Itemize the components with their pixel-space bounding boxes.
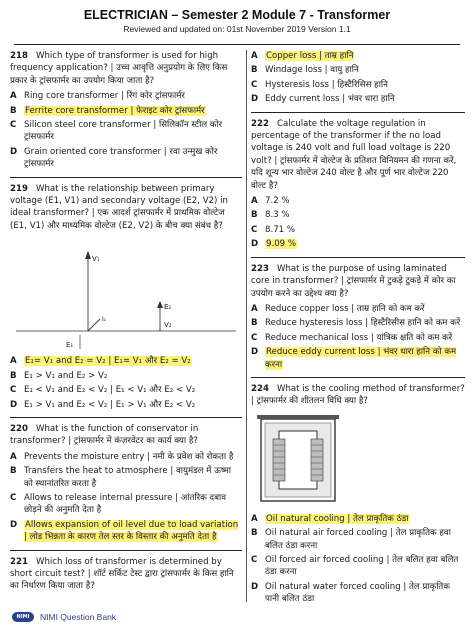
option-d[interactable]: D E₁ > V₁ and E₂ < V₂ | E₁ > V₁ और E₂ < V₂ bbox=[10, 399, 196, 410]
option-c[interactable]: C E₁ < V₁ and E₂ < V₂ | E₁ < V₁ और E₂ < V₂ bbox=[10, 385, 196, 396]
question-number: 218 bbox=[10, 51, 28, 61]
option-b[interactable]: B Ferrite core transformer | फेराइट कोर ट्रांसफार्मर bbox=[10, 105, 205, 116]
option-a[interactable]: A 7.2 % bbox=[251, 196, 290, 207]
option-c[interactable]: C Silicon steel core transformer | सिलिकॉन स्टील कोर ट्रांसफार्मर bbox=[10, 120, 223, 143]
question-text: What is the function of conservator in transformer? | ट्रांसफार्मर में कंज़रवेटर का कार्य क्या है? bbox=[10, 423, 199, 447]
question-221-options bbox=[251, 50, 465, 113]
option-b[interactable]: B Windage loss | वायु हानि bbox=[251, 65, 359, 76]
question-number: 224 bbox=[251, 383, 269, 394]
option-a[interactable]: A Oil natural cooling | तेल प्राकृतिक ठंडा bbox=[251, 513, 409, 524]
winding-left bbox=[273, 439, 285, 481]
i1-phasor bbox=[88, 319, 100, 331]
option-d[interactable]: D Eddy current loss | भंवर धारा हानि bbox=[251, 94, 395, 105]
option-c[interactable]: C Reduce mechanical loss | यांत्रिक क्षति को कम करें bbox=[251, 332, 453, 343]
e2-label: E₂ bbox=[164, 303, 172, 312]
page-title: ELECTRICIAN – Semester 2 Module 7 - Transformer bbox=[83, 8, 391, 22]
winding-right bbox=[311, 439, 323, 481]
question-number: 219 bbox=[10, 183, 28, 194]
right-column bbox=[251, 50, 465, 617]
answer-highlight: Reduce eddy current loss | भंवर धारा हानि को कम करना bbox=[265, 347, 457, 370]
question-223 bbox=[251, 263, 465, 378]
answer-highlight: 9.09 % bbox=[266, 239, 297, 250]
option-a[interactable]: A Reduce copper loss | ताम्र हानि को कम करें bbox=[251, 303, 425, 314]
option-d[interactable]: D Grain oriented core transformer | रवा उन्मुख कोर ट्रांसफार्मर bbox=[10, 146, 218, 170]
page-subtitle: Reviewed and updated on: 01st November 2019 Version 1.1 bbox=[123, 24, 351, 34]
question-text: Calculate the voltage regulation in percentage of the transformer if the no load voltage is 240 volt and full load voltage is 220 volt? | ट्रांसफार्मर में वोल्टेज के प्रतिशत विनियमन की गणना करें, यदि शून्य भार वोल्टेज 240 वोल्ट है और पूर्ण भार वोल्टेज 220 वोल्ट है? bbox=[251, 118, 457, 191]
question-number: 222 bbox=[251, 118, 269, 129]
v2-label: V₂ bbox=[164, 321, 172, 330]
i1-label: I₁ bbox=[102, 316, 107, 324]
option-d[interactable]: D Reduce eddy current loss | भंवर धारा हानि को कम करना bbox=[251, 347, 457, 370]
question-text: Which loss of transformer is determined by short circuit test? | शॉर्ट सर्किट टेस्ट द्वारा ट्रांसफार्मर के किस हानि का निर्धारण किया जाता है? bbox=[10, 556, 234, 592]
e2-arrowhead bbox=[157, 301, 163, 308]
option-d[interactable]: D Oil natural water forced cooling | तेल प्राकृतिक पानी बलित ठंडा bbox=[251, 581, 450, 605]
answer-highlight: Copper loss | ताम्र हानि bbox=[266, 51, 354, 61]
transformer-figure bbox=[251, 411, 465, 509]
option-a[interactable]: A Ring core transformer | रिंग कोर ट्रांसफार्मर bbox=[10, 91, 185, 102]
left-column bbox=[10, 50, 242, 605]
answer-highlight: Oil natural cooling | तेल प्राकृतिक ठंडा bbox=[266, 513, 409, 524]
question-number: 220 bbox=[10, 423, 28, 434]
nimi-logo-icon: NIMI bbox=[12, 612, 34, 622]
option-d[interactable]: D 9.09 % bbox=[251, 239, 297, 250]
answer-highlight: Ferrite core transformer | फेराइट कोर ट्रांसफार्मर bbox=[25, 105, 205, 116]
option-a[interactable]: A Prevents the moisture entry | नमी के प्रवेश को रोकता है bbox=[10, 451, 234, 462]
question-222 bbox=[251, 118, 465, 258]
phasor-diagram-svg bbox=[10, 235, 242, 351]
question-text: Which type of transformer is used for high frequency application? | उच्च आवृत्ति अनुप्रयोग के लिए किस प्रकार के ट्रांसफार्मर का उपयोग किया जाता है? bbox=[10, 51, 228, 86]
option-b[interactable]: B Transfers the heat to atmosphere | वायुमंडल में ऊष्मा को स्थानांतरित करता है bbox=[10, 466, 231, 489]
e1-label: E₁ bbox=[66, 341, 74, 350]
option-c[interactable]: C Oil forced air forced cooling | तेल बलित हवा बलित ठंडा करना bbox=[251, 554, 459, 578]
v1-arrowhead bbox=[85, 251, 91, 259]
question-224 bbox=[251, 383, 465, 612]
page-footer bbox=[12, 612, 116, 622]
header-rule bbox=[14, 44, 460, 45]
v1-label: V₁ bbox=[92, 255, 100, 264]
option-b[interactable]: B Oil natural air forced cooling | तेल प्राकृतिक हवा बलित ठंडा करना bbox=[251, 528, 451, 551]
question-text: What is the purpose of using laminated core in transformer? | ट्रांसफार्मर में टुकड़े टुकड़े में कोर का उपयोग करने का उद्देश्य क्या है? bbox=[251, 263, 456, 299]
question-number: 221 bbox=[10, 556, 28, 567]
option-c[interactable]: C Hysteresis loss | हिस्टैरिसिस हानि bbox=[251, 79, 388, 90]
question-221 bbox=[10, 556, 242, 600]
page-header bbox=[0, 8, 474, 34]
answer-highlight: E₁= V₁ and E₂ = V₂ | E₁= V₁ और E₂ = V₂ bbox=[25, 356, 191, 367]
question-text: What is the cooling method of transformer? | ट्रांसफार्मर की शीतलन विधि क्या है? bbox=[251, 383, 465, 407]
transformer-figure-svg bbox=[251, 411, 465, 509]
answer-highlight: Allows expansion of oil level due to load variation | लोड भिन्नता के कारण तेल स्तर के विस्तार की अनुमति देता है bbox=[24, 519, 239, 543]
question-text: What is the relationship between primary voltage (E1, V1) and secondary voltage (E2, V2) in ideal transformer? | एक आदर्श ट्रांसफार्मर में प्राथमिक वोल्टेज (E1, V1) और माध्यमिक वोल्टेज (E2, V2) के बीच क्या संबंध है? bbox=[10, 183, 228, 231]
question-number: 223 bbox=[251, 263, 269, 274]
footer-brand: NIMI Question Bank bbox=[40, 612, 117, 622]
tank-cover bbox=[257, 415, 339, 419]
option-a[interactable]: A Copper loss | ताम्र हानि bbox=[251, 51, 354, 61]
question-220 bbox=[10, 423, 242, 551]
option-b[interactable]: B Reduce hysteresis loss | हिस्टैरिसीस हानि को कम करें bbox=[251, 318, 461, 329]
option-b[interactable]: B E₁ > V₁ and E₂ > V₂ bbox=[10, 370, 108, 381]
question-218 bbox=[10, 50, 242, 178]
option-b[interactable]: B 8.3 % bbox=[251, 210, 290, 221]
option-d[interactable]: D Allows expansion of oil level due to load variation | लोड भिन्नता के कारण तेल स्तर के विस्तार की अनुमति देता है bbox=[10, 519, 239, 543]
question-219 bbox=[10, 183, 242, 418]
column-divider bbox=[246, 50, 247, 602]
option-a[interactable]: A E₁= V₁ and E₂ = V₂ | E₁= V₁ और E₂ = V₂ bbox=[10, 356, 191, 367]
option-c[interactable]: C Allows to release internal pressure | आंतरिक दबाव छोड़ने की अनुमति देता है bbox=[10, 492, 226, 516]
phasor-diagram bbox=[10, 235, 242, 351]
option-c[interactable]: C 8.71 % bbox=[251, 224, 296, 235]
